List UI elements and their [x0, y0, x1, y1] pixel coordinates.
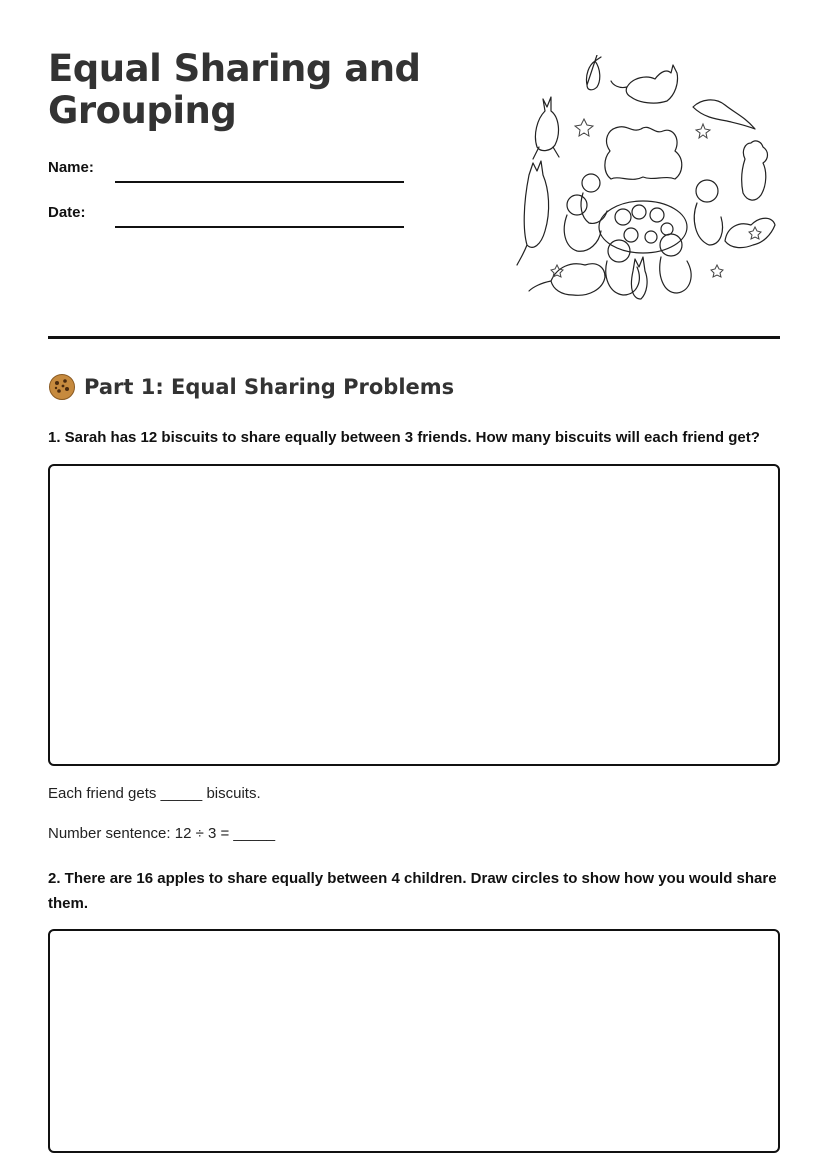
- question-1-answer-line: Each friend gets _____ biscuits.: [48, 785, 261, 802]
- question-2-work-box[interactable]: [48, 929, 780, 1153]
- name-label: Name:: [48, 159, 94, 176]
- question-1: 1. Sarah has 12 biscuits to share equally between 3 friends. How many biscuits will each friend get?: [48, 429, 760, 446]
- date-label: Date:: [48, 204, 86, 221]
- question-1-work-box[interactable]: [48, 464, 780, 766]
- title-line-2: Grouping: [48, 89, 237, 132]
- worksheet-title: [48, 48, 468, 132]
- name-write-line[interactable]: [115, 181, 404, 183]
- title-line-1: Equal Sharing and: [48, 47, 421, 90]
- part-1-heading-text: Part 1: Equal Sharing Problems: [84, 375, 455, 399]
- section-divider: [48, 336, 780, 339]
- kids-sharing-food-illustration: [515, 55, 777, 307]
- date-write-line[interactable]: [115, 226, 404, 228]
- question-1-number-sentence: Number sentence: 12 ÷ 3 = _____: [48, 825, 276, 842]
- part-1-heading: [48, 373, 454, 401]
- question-2: 2. There are 16 apples to share equally between 4 children. Draw circles to show how you would share them.: [48, 870, 777, 912]
- cookie-icon: [48, 373, 76, 401]
